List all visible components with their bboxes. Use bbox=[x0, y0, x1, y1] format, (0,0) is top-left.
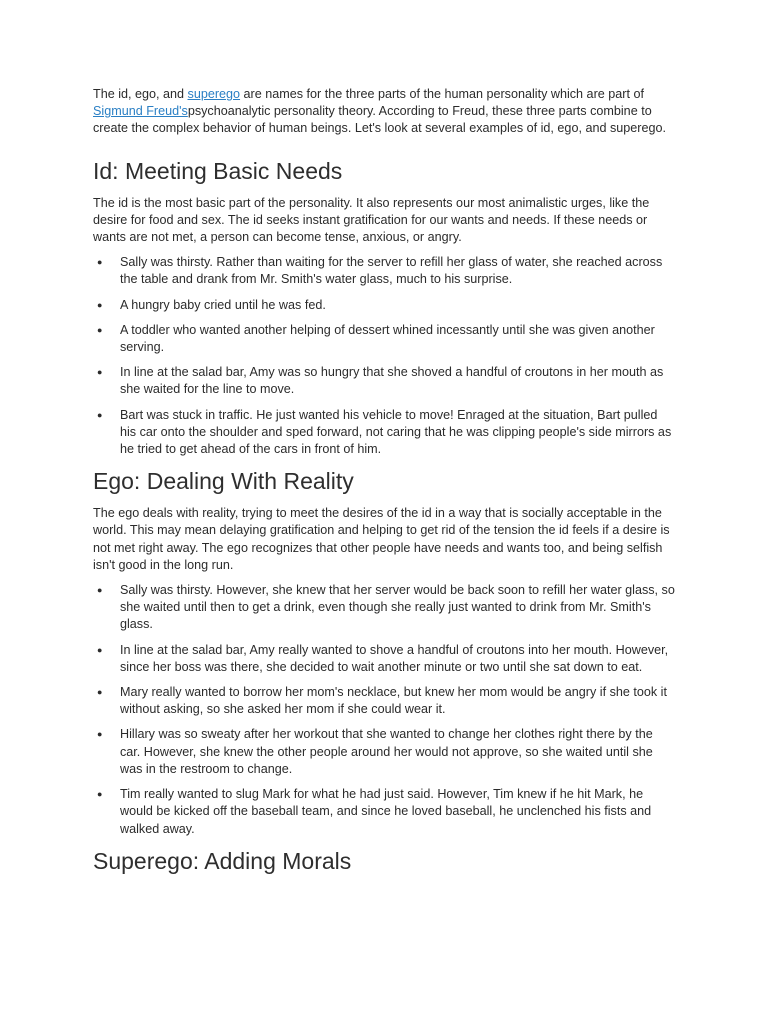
intro-text-2: are names for the three parts of the human personality which are part of bbox=[240, 87, 644, 101]
intro-paragraph bbox=[93, 86, 676, 138]
id-heading: Id: Meeting Basic Needs bbox=[93, 157, 343, 184]
id-section bbox=[93, 156, 676, 459]
list-item: ● Mary really wanted to borrow her mom's necklace, but knew her mom would be angry if she took it without asking, so she asked her mom if she could wear it. bbox=[97, 685, 667, 717]
sigmund-freud-link[interactable]: Sigmund Freud's bbox=[93, 104, 188, 119]
intro-text-1: The id, ego, and bbox=[93, 87, 188, 101]
list-item: ● Bart was stuck in traffic. He just wanted his vehicle to move! Enraged at the situation, Bart pulled his car onto the shoulder and sped forward, not caring that he was clipping people's side mirrors as he tried to get ahead of the cars in front of him. bbox=[97, 407, 672, 457]
intro-text-3: psychoanalytic personality theory. According to Freud, these three parts combine to create the complex behavior of human beings. Let's look at several examples of id, ego, and superego. bbox=[93, 104, 666, 136]
ego-heading: Ego: Dealing With Reality bbox=[93, 468, 354, 495]
list-item: ● A hungry baby cried until he was fed. bbox=[93, 297, 676, 314]
list-item: ● Tim really wanted to slug Mark for what he had just said. However, Tim knew if he hit Mark, he would be kicked off the baseball team, and since he loved baseball, he unclenched his fists and walked away. bbox=[97, 787, 652, 836]
ego-paragraph: The ego deals with reality, trying to meet the desires of the id in a way that is socially acceptable in the world. This may mean delaying gratification and helping to get rid of the tension the id feels if a desire is not met right away. The ego recognizes that other people have needs and wants too, and being selfish isn't good in the long run. bbox=[93, 506, 670, 572]
superego-link[interactable]: superego bbox=[187, 87, 241, 101]
list-item: ● Sally was thirsty. Rather than waiting for the server to refill her glass of water, she reached across the table and drank from Mr. Smith's water glass, much to his surprise. bbox=[97, 255, 663, 287]
bullet-icon: ● bbox=[97, 257, 103, 268]
bullet-icon: ● bbox=[97, 789, 103, 800]
bullet-icon: ● bbox=[97, 324, 103, 335]
bullet-icon: ● bbox=[97, 367, 103, 378]
bullet-icon: ● bbox=[97, 729, 103, 740]
list-item: ● Hillary was so sweaty after her workout that she wanted to change her clothes right there by the car. However, she knew the other people around her would not approve, so she waited until she was in the restroom to change. bbox=[97, 727, 653, 776]
id-paragraph: The id is the most basic part of the personality. It also represents our most animalistic urges, like the desire for food and sex. The id seeks instant gratification for our wants and needs. If these needs or wants are not met, a person can become tense, anxious, or angry. bbox=[93, 195, 650, 245]
list-item: ● In line at the salad bar, Amy was so hungry that she shoved a handful of croutons in her mouth as she waited for the line to move. bbox=[97, 365, 664, 397]
ego-section bbox=[93, 466, 676, 837]
bullet-icon: ● bbox=[97, 409, 103, 420]
list-item: ● A toddler who wanted another helping of dessert whined incessantly until she was given another serving. bbox=[97, 322, 655, 355]
bullet-icon: ● bbox=[97, 687, 103, 698]
bullet-icon: ● bbox=[97, 299, 103, 310]
bullet-icon: ● bbox=[97, 644, 103, 655]
list-item: ● In line at the salad bar, Amy really wanted to shove a handful of croutons into her mouth. However, since her boss was there, she decided to wait another minute or two until she sat down to eat. bbox=[97, 642, 669, 674]
list-item: ● Sally was thirsty. However, she knew that her server would be back soon to refill her water glass, so she waited until then to get a drink, even though she really just wanted to drink from Mr. Smith's glass. bbox=[97, 583, 675, 632]
superego-section bbox=[93, 846, 676, 876]
superego-heading: Superego: Adding Morals bbox=[93, 847, 352, 874]
bullet-icon: ● bbox=[97, 585, 103, 596]
ego-examples-list bbox=[93, 582, 676, 838]
id-examples-list bbox=[93, 254, 676, 458]
